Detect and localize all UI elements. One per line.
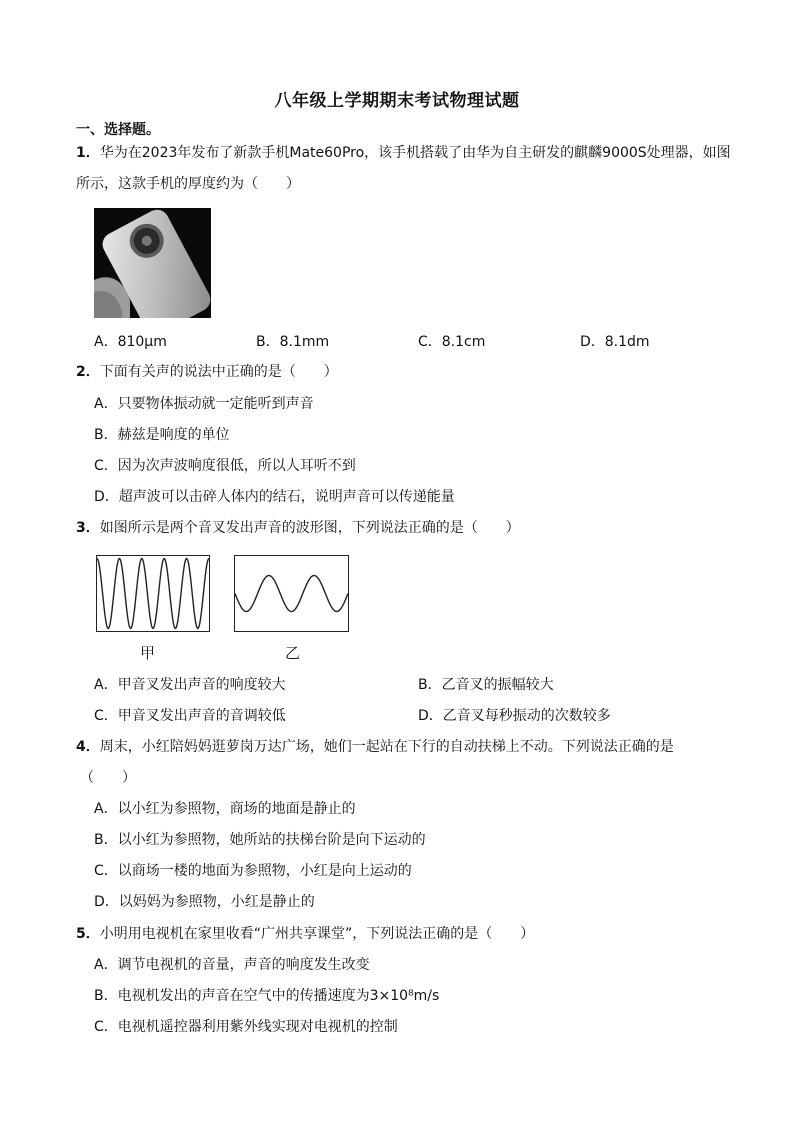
question-3-stem: 如图所示是两个音叉发出声音的波形图，下列说法正确的是（ ） <box>99 520 520 536</box>
question-1-line-1 <box>76 143 731 163</box>
question-3-line <box>76 518 520 538</box>
question-1-stem-2: 所示，这款手机的厚度约为（ ） <box>76 176 300 192</box>
question-4-option-a[interactable]: A．以小红为参照物，商场的地面是静止的 <box>94 801 356 817</box>
question-2-option-a[interactable]: A．只要物体振动就一定能听到声音 <box>94 396 314 412</box>
question-1-option-a[interactable]: A．810μm <box>94 334 167 350</box>
question-1-option-c[interactable]: C．8.1cm <box>418 334 486 350</box>
waveform-jia <box>96 555 210 632</box>
question-1-option-b[interactable]: B．8.1mm <box>256 334 330 350</box>
question-2-option-c[interactable]: C．因为次声波响度很低，所以人耳听不到 <box>94 458 356 474</box>
question-5-option-a[interactable]: A．调节电视机的音量，声音的响度发生改变 <box>94 957 370 973</box>
question-1-number: 1． <box>76 145 100 161</box>
section-heading: 一、选择题。 <box>76 122 160 138</box>
waveform-yi-label: 乙 <box>285 644 301 662</box>
question-4-stem-1: 周末，小红陪妈妈逛萝岗万达广场，她们一起站在下行的自动扶梯上不动。下列说法正确的是 <box>99 739 674 755</box>
question-5-line <box>76 924 534 944</box>
question-2-line <box>76 362 338 382</box>
question-5-number: 5． <box>76 926 100 942</box>
phone-photo <box>94 208 211 318</box>
question-5-option-c[interactable]: C．电视机遥控器利用紫外线实现对电视机的控制 <box>94 1019 398 1035</box>
question-4-line-1 <box>76 737 674 757</box>
question-3-number: 3． <box>76 520 100 536</box>
question-2-option-b[interactable]: B．赫兹是响度的单位 <box>94 427 230 443</box>
question-2-stem: 下面有关声的说法中正确的是（ ） <box>99 364 338 380</box>
question-4-option-d[interactable]: D．以妈妈为参照物，小红是静止的 <box>94 894 315 910</box>
page-title: 八年级上学期期末考试物理试题 <box>274 91 520 111</box>
waveform-jia-label: 甲 <box>140 644 156 662</box>
question-2-option-d[interactable]: D．超声波可以击碎人体内的结石，说明声音可以传递能量 <box>94 489 455 505</box>
waveform-yi <box>234 555 349 632</box>
question-1-option-d[interactable]: D．8.1dm <box>580 334 650 350</box>
question-4-option-c[interactable]: C．以商场一楼的地面为参照物，小红是向上运动的 <box>94 863 412 879</box>
question-4-stem-2: （ ） <box>80 770 136 786</box>
question-3-option-c[interactable]: C．甲音叉发出声音的音调较低 <box>94 708 286 724</box>
question-3-option-d[interactable]: D．乙音叉每秒振动的次数较多 <box>418 708 611 724</box>
question-2-number: 2． <box>76 364 100 380</box>
question-1-stem-1: 华为在2023年发布了新款手机Mate60Pro，该手机搭载了由华为自主研发的麒麟9000S处理器，如图 <box>99 145 731 161</box>
question-4-number: 4． <box>76 739 100 755</box>
question-4-option-b[interactable]: B．以小红为参照物，她所站的扶梯台阶是向下运动的 <box>94 832 426 848</box>
question-3-option-a[interactable]: A．甲音叉发出声音的响度较大 <box>94 677 286 693</box>
question-3-option-b[interactable]: B．乙音叉的振幅较大 <box>418 677 554 693</box>
question-5-option-b[interactable]: B．电视机发出的声音在空气中的传播速度为3×10⁸m/s <box>94 988 440 1004</box>
question-5-stem: 小明用电视机在家里收看“广州共享课堂”，下列说法正确的是（ ） <box>99 926 535 942</box>
